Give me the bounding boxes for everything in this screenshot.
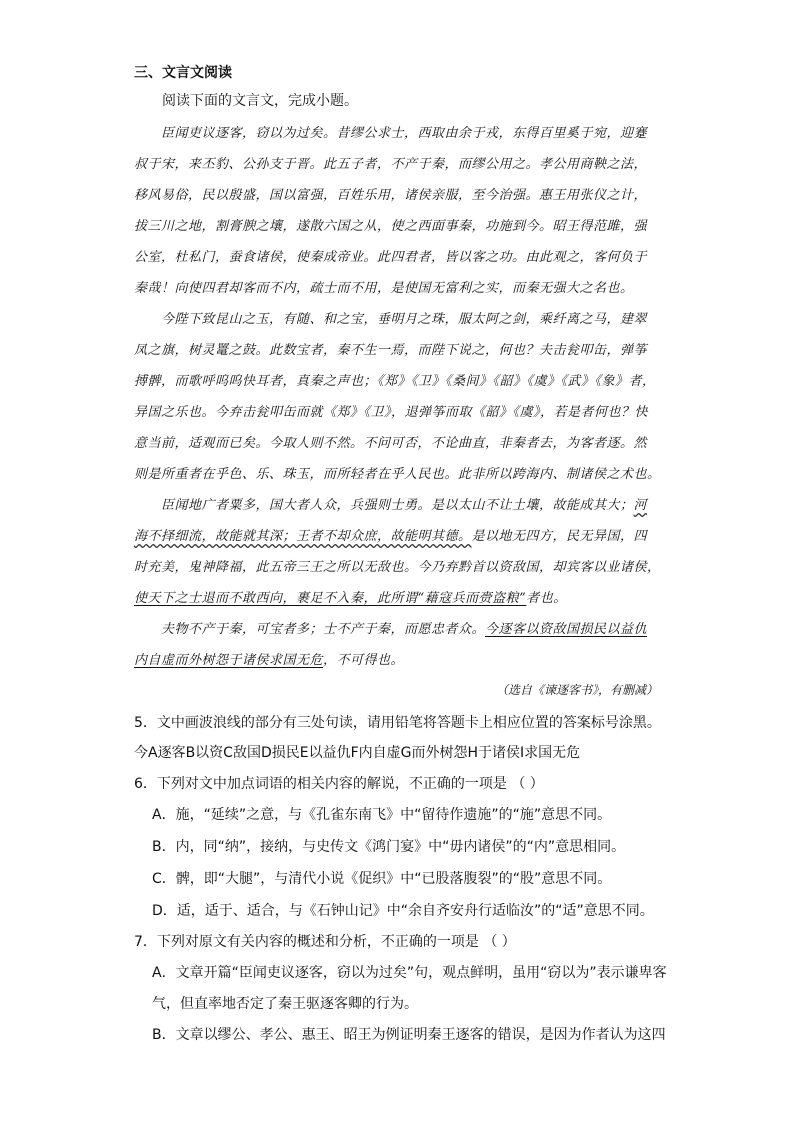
passage-line xyxy=(134,521,666,552)
passage-line: 时充美，鬼神降福，此五帝三王之所以无敌也。今乃弃黔首以资敌国，却宾客以业诸侯， xyxy=(134,560,661,575)
passage-line: 秦哉！向使四君却客而不内，疏士而不用，是使国无富利之实，而秦无强大之名也。 xyxy=(134,281,634,296)
classical-passage xyxy=(134,118,666,676)
passage-line xyxy=(134,614,666,645)
wavy-underlined-text: 海不择细流，故能就其深；王者不却众庶，故能明其德。 xyxy=(134,529,472,544)
underlined-text: 今逐客以资敌国损民以益仇 xyxy=(485,622,648,637)
passage-text: 夫物不产于秦，可宝者多；士不产于秦，而愿忠者众。 xyxy=(161,622,486,637)
source-citation: （选自《谏逐客书》，有删减） xyxy=(495,683,658,697)
passage-line: 移风易俗，民以殷盛，国以富强，百姓乐用，诸侯亲服，至今治强。惠王用张仪之计， xyxy=(134,188,648,203)
question-6: 6．下列对文中加点词语的相关内容的解说，不正确的一项是 （ ） xyxy=(134,776,544,792)
section-title: 三、文言文阅读 xyxy=(134,65,232,81)
question-7: 7．下列对原文有关内容的概述和分析，不正确的一项是 （ ） xyxy=(134,934,516,950)
question-7-option-a-continued: 气，但直率地否定了秦王驱逐客卿的行为。 xyxy=(152,996,418,1012)
passage-line xyxy=(134,645,666,676)
underlined-text: 内自虚而外树怨于诸侯求国无危 xyxy=(134,653,324,668)
question-6-option-c: C．髀，即“大腿”，与清代小说《促织》中“已股落腹裂”的“股”意思不同。 xyxy=(152,871,612,887)
passage-line: 凤之旗，树灵鼍之鼓。此数宝者，秦不生一焉，而陛下说之，何也？夫击瓮叩缶，弹筝 xyxy=(134,343,648,358)
passage-line: 叔于宋，来丕豹、公孙支于晋。此五子者，不产于秦，而缪公用之。孝公用商鞅之法， xyxy=(134,157,648,172)
question-5: 5．文中画波浪线的部分有三处句读，请用铅笔将答题卡上相应位置的答案标号涂黑。 xyxy=(134,715,661,731)
question-7-option-b: B．文章以缪公、孝公、惠王、昭王为例证明秦王逐客的错误，是因为作者认为这四 xyxy=(152,1027,666,1043)
passage-line xyxy=(134,583,666,614)
passage-line: 搏髀，而歌呼呜呜快耳者，真秦之声也；《郑》《卫》《桑间》《韶》《虞》《武》《象》者， xyxy=(134,374,656,389)
passage-line: 拔三川之地，割膏腴之壤，遂散六国之从，使之西面事秦，功施到今。昭王得范雎，强 xyxy=(134,219,648,234)
question-6-option-d: D．适，适于、适合，与《石钟山记》中“余自齐安舟行适临汝”的“适”意思不同。 xyxy=(152,903,654,919)
passage-line: 异国之乐也。今弃击瓮叩缶而就《郑》《卫》，退弹筝而取《韶》《虞》，若是者何也？快 xyxy=(134,405,649,420)
wavy-underlined-text: 河 xyxy=(633,498,648,513)
question-7-option-a: A．文章开篇“臣闻吏议逐客，窃以为过矣”句，观点鲜明，虽用“窃以为”表示谦卑客 xyxy=(152,965,667,981)
passage-line: 公室，杜私门，蚕食诸侯，使秦成帝业。此四君者，皆以客之功。由此观之，客何负于 xyxy=(134,250,648,265)
passage-line: 今陛下致昆山之玉，有随、和之宝，垂明月之珠，服太阿之剑，乘纤离之马，建翠 xyxy=(161,312,648,327)
passage-line: 臣闻吏议逐客，窃以为过矣。昔缪公求士，西取由余于戎，东得百里奚于宛，迎蹇 xyxy=(161,126,648,141)
instruction-text: 阅读下面的文言文，完成小题。 xyxy=(162,93,358,109)
passage-text: ，不可得也。 xyxy=(323,653,405,668)
passage-line: 则是所重者在乎色、乐、珠玉，而所轻者在乎人民也。此非所以跨海内、制诸侯之术也。 xyxy=(134,467,661,482)
passage-text: 是以地无四方，民无异国，四 xyxy=(471,529,648,544)
question-6-option-b: B．内，同“纳”，接纳，与史传文《鸿门宴》中“毋内诸侯”的“内”意思相同。 xyxy=(152,839,626,855)
passage-line xyxy=(134,490,666,521)
passage-text: 臣闻地广者粟多，国大者人众，兵强则士勇。是以太山不让土壤，故能成其大； xyxy=(161,498,634,513)
passage-text: 者也。 xyxy=(526,591,567,606)
passage-line: 意当前，适观而已矣。今取人则不然。不问可否，不论曲直，非秦者去，为客者逐。然 xyxy=(134,436,648,451)
question-5-sentence: 今A逐客B以资C敌国D损民E以益仇F内自虚G而外树怨H于诸侯I求国无危 xyxy=(134,745,581,761)
question-6-option-a: A．施，“延续”之意，与《孔雀东南飞》中“留待作遗施”的“施”意思不同。 xyxy=(152,807,612,823)
underlined-text: 使天下之士退而不敢西向，裹足不入秦，此所谓“藉寇兵而赍盗粮” xyxy=(134,591,527,606)
